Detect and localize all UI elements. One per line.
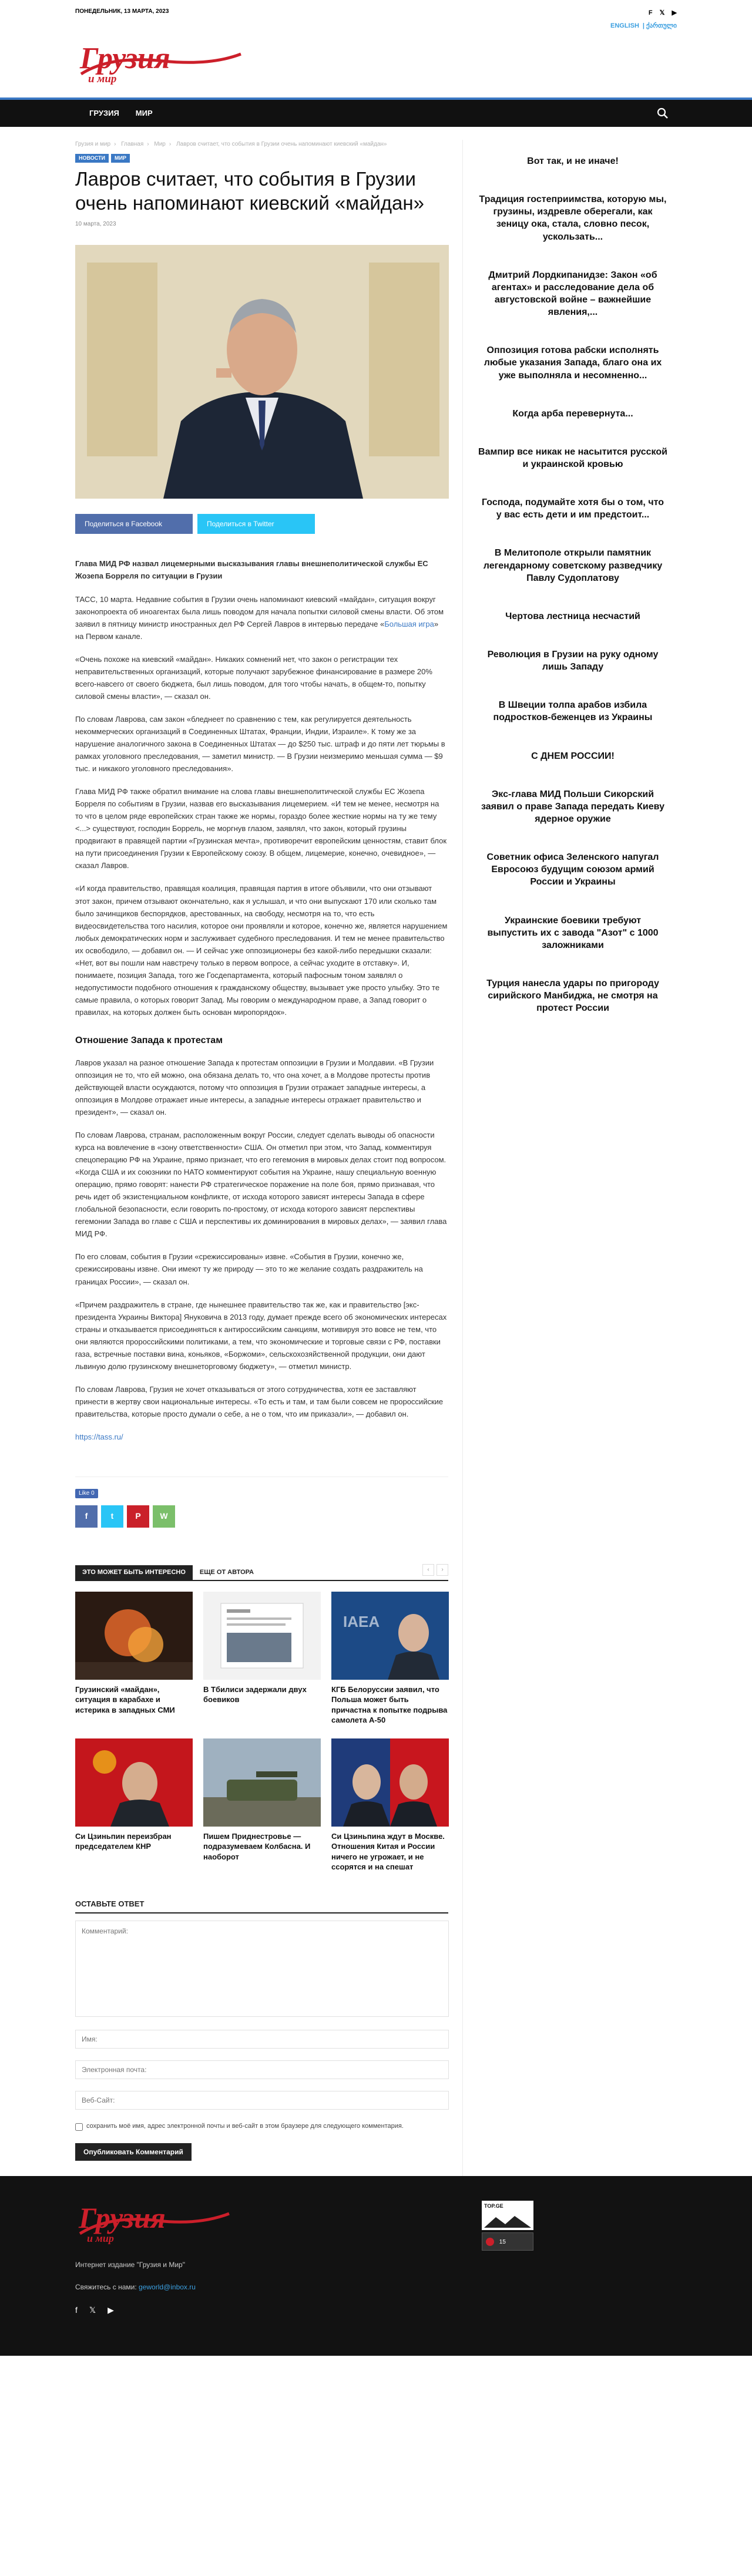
twitter-icon[interactable]: 𝕏 [659,9,665,16]
nav-item-georgia[interactable]: ГРУЗИЯ [89,108,119,117]
sidebar-post[interactable]: В Мелитополе открыли памятник легендарному советскому разведчику Павлу Судоплатову [483,548,663,583]
related-title[interactable]: В Тбилиси задержали двух боевиков [203,1684,307,1704]
counter-graph-icon [482,2212,533,2230]
top-bar [75,0,677,29]
site-logo[interactable] [75,41,246,86]
sidebar-post[interactable]: Чертова лестница несчастий [505,611,640,621]
source-link[interactable]: https://tass.ru/ [75,1432,123,1441]
related-title[interactable]: КГБ Белоруссии заявил, что Польша может быть причастна к попытке подрыва самолета А-50 [331,1684,448,1725]
article-column [75,140,463,2176]
share-twitter-button[interactable]: Поделиться в Twitter [197,514,315,534]
related-card[interactable] [331,1592,449,1726]
related-title[interactable]: Пишем Приднестровье — подразумеваем Колбасна. И наоборот [203,1831,311,1861]
related-header [75,1565,448,1581]
article-hero-image[interactable] [75,245,449,499]
category-tags [75,154,448,163]
breadcrumb-home[interactable]: Грузия и мир [75,141,111,147]
language-switcher: ENGLISH | ქართული [610,22,677,29]
related-card[interactable] [75,1592,193,1726]
related-thumb[interactable] [75,1592,193,1680]
sidebar-post[interactable]: Господа, подумайте хотя бы о том, что у вас есть дети и им предстоит... [481,497,664,520]
footer-twitter-icon[interactable]: 𝕏 [89,2305,96,2315]
related-title[interactable]: Си Цзиньпина ждут в Москве. Отношения Китая и России ничего не угрожает, и не ссорятся и на спешат [331,1831,445,1872]
youtube-icon[interactable]: ▶ [672,9,677,16]
sidebar-post[interactable]: Дмитрий Лордкипанидзе: Закон «об агентах» и расследование дела об августовской войне – важнейшие явления,... [488,270,657,318]
sidebar [463,140,677,2176]
article-paragraph: По словам Лаврова, странам, расположенным вокруг России, следует сделать выводы об опасности курса на вовлечение в «зону ответственности» США. Он отметил при этом, что Запад, комментируя спецоперацию РФ на Украине, прямо признает, что его гегемония в мировых делах стоит под вопросом. «Когда США и их союзники по НАТО комментируют события на Украине, нашу специальную военную операцию, прямо говорят: нанести РФ стратегическое поражение на поле боя, прямо признавая, что речь идет об экзистенциальном конфликте, от исхода которого зависят интересы Запада в сфере глобальной безопасности, если говорить по-простому, от исхода которого зависят перспективы гегемонии Запада во главе с США и перспективы их доминирования в мировых делах», — заявил глава МИД РФ. [75,1131,447,1239]
article-title: Лавров считает, что события в Грузии очень напоминают киевский «майдан» [75,168,424,214]
top-socials [649,8,677,18]
whatsapp-share-icon[interactable]: W [153,1505,175,1528]
related-thumb[interactable] [75,1738,193,1827]
article-paragraph: По словам Лаврова, Грузия не хочет отказываться от этого сотрудничества, хотя ее заставляют принести в жертву свои национальные интересы. «То есть и там, и там были совсем не пророссийские правительства, которые просто думали о себе, а не о том, что им приказали», — добавил он. [75,1384,444,1418]
facebook-like-button[interactable]: Like 0 [75,1489,98,1498]
post-date: 10 марта, 2023 [75,220,116,227]
social-share-row [75,1505,448,1528]
related-title[interactable]: Си Цзиньпин переизбран председателем КНР [75,1831,172,1851]
related-card[interactable] [203,1592,321,1726]
email-input[interactable] [75,2060,449,2079]
article-body [75,557,448,1443]
sidebar-post[interactable]: Экс-глава МИД Польши Сикорский заявил о праве Запада передать Киеву ядерное оружие [481,789,664,824]
article-paragraph: По его словам, события в Грузии «срежиссированы» извне. «События в Грузии, конечно же, срежиссированы извне. Они имеют ту же природу — это то же желание создать раздражитель на границах России», — сказал он. [75,1252,423,1286]
related-thumb[interactable] [203,1592,321,1680]
article-paragraph: Лавров указал на разное отношение Запада к протестам оппозиции в Грузии и Молдавии. «В Грузии оппозиция не то, что ей можно, она обязана делать то, что она хочет, а в Молдове протесты против действующей власти осуждаются, потому что оппозиция в Грузии отражает западные интересы, а оппозиция в Молдове отражает иные интересы, а западные интересы отражает правительство и президент», — сказал он. [75,1058,434,1117]
twitter-share-icon[interactable]: t [101,1505,123,1528]
logo-main-text: Грузия [80,42,170,75]
sidebar-post[interactable]: Украинские боевики требуют выпустить их с завода "Азот" с 1000 заложниками [487,915,659,950]
article-paragraph: По словам Лаврова, сам закон «бледнеет по сравнению с тем, как регулируется деятельность некоммерческих организаций в Соединенных Штатах, Франции, Индии, Израиле». К тому же за нарушение аналогичного закона в Соединенных Штатах — до $250 тыс. штраф и до пяти лет тюрьмы в рамках уголовного преследования, — заметил министр. — В Грузии неизмеримо меньшая сумма — $9 тыс. и никакого уголовного преследования». [75,714,445,774]
sidebar-post[interactable]: В Швеции толпа арабов избила подростков-беженцев из Украины [493,700,653,723]
footer-logo[interactable] [75,2201,234,2245]
footer-email[interactable]: geworld@inbox.ru [139,2283,196,2292]
consent-row [75,2121,448,2131]
facebook-icon[interactable]: F [648,9,653,16]
breadcrumb: Грузия и мир › Главная › Мир › Лавров считает, что события в Грузии очень напоминают киевский «майдан» [75,141,387,147]
sidebar-post[interactable]: Турция нанесла удары по пригороду сирийского Манбиджа, не смотря на протест России [486,978,659,1014]
consent-checkbox[interactable] [75,2123,83,2131]
big-game-link[interactable]: Большая игра [384,619,434,628]
main-nav [0,97,752,127]
category-world[interactable]: МИР [111,154,130,163]
article-lead: Глава МИД РФ назвал лицемерными высказывания главы внешнеполитической службы ЕС Жозепа Борреля по ситуации в Грузии [75,559,428,581]
pinterest-share-icon[interactable]: P [127,1505,149,1528]
article-paragraph: «Очень похоже на киевский «майдан». Никаких сомнений нет, что закон о регистрации тех неправительственных организаций, которые получают зарубежное финансирование в размере 20% всего-навсего от своего бюджета, был лишь поводом, для того чтобы начать, в общем-то, попытку силовой смены власти», — сказал он. [75,654,432,701]
website-input[interactable] [75,2091,449,2110]
footer-youtube-icon[interactable]: ▶ [108,2305,114,2315]
sidebar-post[interactable]: Советник офиса Зеленского напугал Евросоюз будущим союзом армий России и Украины [486,852,659,887]
lang-georgian[interactable]: ქართული [646,22,677,29]
related-card[interactable] [75,1738,193,1872]
related-posts [75,1592,448,1872]
footer-logo-main: Грузия [79,2201,166,2235]
related-card[interactable] [331,1738,449,1872]
breadcrumb-main[interactable]: Главная [121,141,144,147]
nav-item-world[interactable]: МИР [135,108,153,117]
share-buttons [75,514,448,534]
sidebar-post[interactable]: Оппозиция готова рабски исполнять любые указания Запада, благо она их уже выполняла и несомненно... [484,345,662,381]
footer-logo-sub: и мир [87,2232,114,2245]
footer-contact: Свяжитесь с нами: geworld@inbox.ru [75,2283,196,2292]
tab-more-from-author[interactable]: ЕЩЕ ОТ АВТОРА [199,1568,254,1576]
sidebar-post[interactable]: Традиция гостеприимства, которую мы, грузины, издревле оберегали, как зеницу ока, стала, словно песок, ускользать... [479,194,667,242]
header [75,18,677,97]
article-subheading: Отношение Запада к протестам [75,1035,223,1045]
submit-comment-button[interactable]: Опубликовать Комментарий [75,2143,192,2161]
breadcrumb-current: Лавров считает, что события в Грузии очень напоминают киевский «майдан» [176,141,387,147]
sidebar-post[interactable]: С ДНЕМ РОССИИ! [531,751,615,761]
related-card[interactable] [203,1738,321,1872]
footer-socials [75,2304,114,2317]
name-input[interactable] [75,2030,449,2049]
related-thumb[interactable] [331,1738,449,1827]
current-date: ПОНЕДЕЛЬНИК, 13 МАРТА, 2023 [75,8,169,15]
article-paragraph: «И когда правительство, правящая коалиция, правящая партия в итоге объявили, что они отзывают этот закон, причем отзывают окончательно, как я услышал, и что они выпускают 170 или сколько там было зачинщиков беспорядков, арестованных, на свободу, несмотря на то, что есть видеосвидетельства того насилия, которое они проявляли и которое, конечно же, является нарушением любых демократических норм и заслуживает судебного преследования. И тем не менее правительство их освободило, — добавил он. — И сейчас уже оппозиционеры без какой-либо передышки сказали: «Нет, вот вы пошли нам навстречу только в первом вопросе, а сейчас уходите в отставку». И, понимаете, позиция Запада, того же Госдепартамента, который пафосным тоном заявлял о недопустимости подобного отношения к гражданскому обществу, вызывает уже просто улыбку. Это те самые правила, о которых говорит Запад. Мы говорим о международном праве, а Запад говорит о правилах, на которых должен быть основан миропорядок». [75,884,448,1017]
footer-facebook-icon[interactable]: f [75,2305,78,2315]
prev-arrow-icon[interactable]: ‹ [422,1564,434,1576]
sidebar-post[interactable]: Когда арба перевернута... [512,408,633,419]
consent-text: сохранить моё имя, адрес электронной почты и веб-сайт в этом браузере для следующего комментария. [86,2123,404,2130]
comment-textarea[interactable] [75,1921,449,2017]
related-thumb[interactable] [331,1592,449,1680]
article-paragraph: Глава МИД РФ также обратил внимание на слова главы внешнеполитической службы ЕС Жозепа Борреля по событиям в Грузии, назвав его высказывания лицемерием. «И тем не менее, несмотря на то что в целом ряде европейских стран также же нормы, гораздо более жесткие нормы на ту же тему <...> существуют, господин Боррель, не моргнув глазом, заявлял, что закон, который грузины продвигают в правящей партии «Грузинская мечта», противоречит европейским ценностям, ставит блок на пути присоединения Грузии к Европейскому союзу. В общем, лицемерие, конечно, очевидное», — сказал Лавров. [75,787,447,870]
search-icon[interactable] [657,107,669,119]
category-news[interactable]: НОВОСТИ [75,154,109,163]
article-paragraph: «Причем раздражитель в стране, где нынешнее правительство так же, как и правительство [экс-президента Украины Виктора] Януковича в 2013 году, думает прежде всего об экономических интересах страны и отказывается присоединяться к антироссийским санкциям, мотивируя это вовсе не тем, что они являются пророссийскими политиками, а тем, что экономические и торговые связи с РФ, поставки газа, встречные поставки вина, коньяков, «Боржоми», сельскохозяйственной продукции, они дают львиную долю грузинскому внешнеторговому бюджету», — отметил министр. [75,1300,447,1371]
comment-title: ОСТАВЬТЕ ОТВЕТ [75,1899,145,1908]
article-paragraph: ТАСС, 10 марта. Недавние события в Грузии очень напоминают киевский «майдан», ситуация вокруг законопроекта об иноагентах была лишь поводом для начала попытки силовой смены власти. Об этом заявил в пятницу министр иностранных дел РФ Сергей Лавров в интервью передаче «Большая игра» на Первом канале. [75,594,444,641]
share-facebook-button[interactable]: Поделиться в Facebook [75,514,193,534]
comment-header [75,1896,448,1913]
tab-might-be-interesting[interactable]: ЭТО МОЖЕТ БЫТЬ ИНТЕРЕСНО [75,1565,193,1580]
related-title[interactable]: Грузинский «майдан», ситуация в карабахе и истерика в западных СМИ [75,1684,175,1714]
related-thumb[interactable] [203,1738,321,1827]
svg-text:IAEA: IAEA [343,1612,380,1630]
sidebar-post[interactable]: Вампир все никак не насытится русской и украинской кровью [478,446,667,469]
facebook-share-icon[interactable]: f [75,1505,98,1528]
breadcrumb-section[interactable]: Мир [154,141,166,147]
lang-english[interactable]: ENGLISH [610,22,639,29]
top-ge-counter[interactable]: TOP.GE [482,2201,533,2230]
visit-counter[interactable]: 15 [482,2232,533,2251]
footer-about: Интернет издание "Грузия и Мир" [75,2261,185,2269]
logo-sub-text: и мир [88,73,117,85]
sidebar-post[interactable]: Вот так, и не иначе! [527,156,619,166]
footer [0,2176,752,2356]
sidebar-post[interactable]: Революция в Грузии на руку одному лишь Западу [487,649,659,672]
next-arrow-icon[interactable]: › [437,1564,448,1576]
